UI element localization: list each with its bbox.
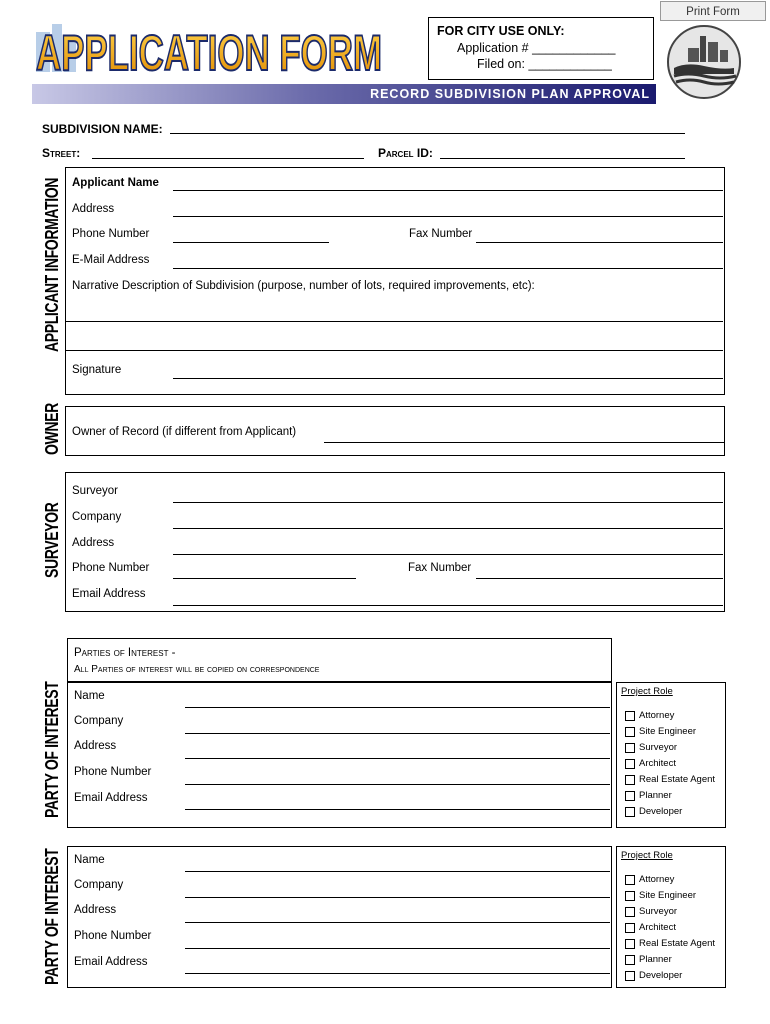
party-1-role-label: Planner — [639, 790, 672, 801]
application-number-field[interactable]: ____________ — [532, 41, 616, 55]
narrative-line-1[interactable] — [66, 321, 723, 322]
surveyor-fax-label: Fax Number — [408, 562, 472, 574]
party-1-box — [67, 682, 612, 828]
party-2-box — [67, 846, 612, 988]
applicant-box — [65, 167, 725, 395]
party-2-email-field[interactable] — [185, 973, 610, 974]
party-2-phone-field[interactable] — [185, 948, 610, 949]
party-2-name-label: Name — [74, 854, 105, 866]
surveyor-email-field[interactable] — [173, 605, 723, 606]
party-2-role-checkbox[interactable] — [625, 971, 635, 981]
applicant-address-label: Address — [72, 203, 115, 215]
party-2-role-label: Developer — [639, 970, 683, 981]
subdivision-name-field[interactable] — [170, 133, 685, 134]
party-2-company-label: Company — [74, 879, 124, 891]
parcel-id-label: Parcel ID: — [378, 146, 433, 160]
party-1-role-checkbox[interactable] — [625, 759, 635, 769]
surveyor-company-label: Company — [72, 511, 122, 523]
party-2-role-checkbox[interactable] — [625, 907, 635, 917]
applicant-email-label: E-Mail Address — [72, 254, 150, 266]
party-2-name-field[interactable] — [185, 871, 610, 872]
subdivision-name-label: SUBDIVISION NAME: — [42, 122, 163, 136]
city-seal — [666, 24, 742, 100]
applicant-email-field[interactable] — [173, 268, 723, 269]
signature-field[interactable] — [173, 378, 723, 379]
party-1-phone-label: Phone Number — [74, 766, 152, 778]
application-number-label: Application # ____________ — [457, 41, 616, 55]
print-form-button[interactable]: Print Form — [660, 1, 766, 21]
party-1-address-field[interactable] — [185, 758, 610, 759]
surveyor-address-field[interactable] — [173, 554, 723, 555]
parties-note-subtext: All Parties of interest will be copied on correspondence — [74, 664, 320, 675]
party-2-role-checkbox[interactable] — [625, 923, 635, 933]
party-2-role-label: Site Engineer — [639, 890, 697, 901]
party-2-role-checkbox[interactable] — [625, 891, 635, 901]
owner-box — [65, 406, 725, 456]
party-2-section-label: PARTY OF INTEREST — [42, 848, 62, 985]
party-1-role-checkbox[interactable] — [625, 743, 635, 753]
street-field[interactable] — [92, 158, 364, 159]
filed-on-label: Filed on: ____________ — [477, 57, 612, 71]
party-1-role-checkbox[interactable] — [625, 727, 635, 737]
party-1-role-label: Architect — [639, 758, 676, 769]
applicant-fax-label: Fax Number — [409, 228, 473, 240]
surveyor-address-label: Address — [72, 537, 115, 549]
header-title-area — [30, 18, 390, 78]
party-2-phone-label: Phone Number — [74, 930, 152, 942]
surveyor-phone-label: Phone Number — [72, 562, 150, 574]
party-2-address-label: Address — [74, 904, 117, 916]
party-1-company-field[interactable] — [185, 733, 610, 734]
party-2-address-field[interactable] — [185, 922, 610, 923]
party-1-role-box — [616, 682, 726, 828]
surveyor-name-label: Surveyor — [72, 485, 119, 497]
applicant-name-field[interactable] — [173, 190, 723, 191]
applicant-fax-field[interactable] — [476, 242, 723, 243]
party-1-role-label: Developer — [639, 806, 683, 817]
surveyor-company-field[interactable] — [173, 528, 723, 529]
owner-section-label: OWNER — [42, 403, 62, 455]
narrative-label: Narrative Description of Subdivision (purpose, number of lots, required improvements, etc): — [72, 280, 535, 292]
filed-on-field[interactable]: ____________ — [528, 57, 612, 71]
party-2-email-label: Email Address — [74, 956, 148, 968]
party-1-role-label: Surveyor — [639, 742, 678, 753]
city-use-heading: FOR CITY USE ONLY: — [437, 24, 565, 38]
party-2-role-label: Attorney — [639, 874, 675, 885]
party-2-role-label: Planner — [639, 954, 672, 965]
party-1-email-label: Email Address — [74, 792, 148, 804]
party-2-role-label: Architect — [639, 922, 676, 933]
parties-note-box — [67, 638, 612, 682]
applicant-section-label: APPLICANT INFORMATION — [42, 177, 62, 352]
owner-of-record-label: Owner of Record (if different from Applicant) — [72, 426, 297, 438]
party-1-role-label: Site Engineer — [639, 726, 697, 737]
party-1-phone-field[interactable] — [185, 784, 610, 785]
party-1-email-field[interactable] — [185, 809, 610, 810]
party-1-role-checkbox[interactable] — [625, 775, 635, 785]
page-title: APPLICATION FORM — [36, 25, 382, 80]
banner — [32, 84, 656, 104]
surveyor-section-label: SURVEYOR — [42, 502, 62, 578]
party-1-role-heading: Project Role — [621, 686, 673, 697]
party-1-address-label: Address — [74, 740, 117, 752]
applicant-address-field[interactable] — [173, 216, 723, 217]
party-2-role-box — [616, 846, 726, 988]
party-2-role-label: Real Estate Agent — [639, 938, 716, 949]
surveyor-name-field[interactable] — [173, 502, 723, 503]
party-1-name-field[interactable] — [185, 707, 610, 708]
owner-of-record-field[interactable] — [324, 442, 724, 443]
party-2-role-checkbox[interactable] — [625, 939, 635, 949]
surveyor-phone-field[interactable] — [173, 578, 356, 579]
applicant-phone-label: Phone Number — [72, 228, 150, 240]
banner-text: RECORD SUBDIVISION PLAN APPROVAL — [370, 87, 650, 101]
city-use-box — [428, 17, 654, 80]
party-2-role-checkbox[interactable] — [625, 875, 635, 885]
parcel-id-field[interactable] — [440, 158, 685, 159]
party-1-role-checkbox[interactable] — [625, 711, 635, 721]
surveyor-box — [65, 472, 725, 612]
party-2-company-field[interactable] — [185, 897, 610, 898]
party-1-role-checkbox[interactable] — [625, 791, 635, 801]
city-seal-icon — [666, 24, 742, 100]
applicant-name-label: Applicant Name — [72, 177, 159, 189]
applicant-phone-field[interactable] — [173, 242, 329, 243]
party-2-role-checkbox[interactable] — [625, 955, 635, 965]
party-1-name-label: Name — [74, 690, 105, 702]
party-1-section-label: PARTY OF INTEREST — [42, 681, 62, 818]
parties-note-heading: Parties of Interest - — [74, 647, 176, 659]
party-1-company-label: Company — [74, 715, 124, 727]
party-2-role-heading: Project Role — [621, 850, 673, 861]
title-graphic — [30, 18, 390, 80]
surveyor-email-label: Email Address — [72, 588, 146, 600]
signature-label: Signature — [72, 364, 122, 376]
party-1-role-label: Attorney — [639, 710, 675, 721]
street-label: Street: — [42, 146, 81, 160]
narrative-line-2[interactable] — [66, 350, 723, 351]
surveyor-fax-field[interactable] — [476, 578, 723, 579]
party-1-role-label: Real Estate Agent — [639, 774, 716, 785]
party-1-role-checkbox[interactable] — [625, 807, 635, 817]
party-2-role-label: Surveyor — [639, 906, 678, 917]
